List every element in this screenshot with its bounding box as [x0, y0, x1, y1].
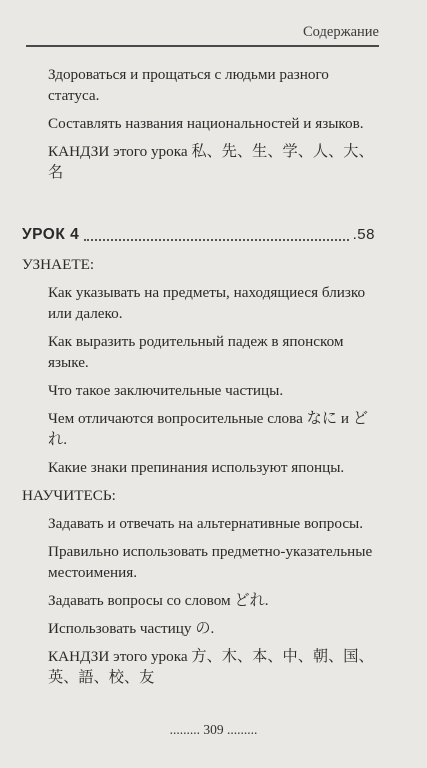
- intro-item-2: Составлять названия национальностей и языков.: [48, 115, 364, 132]
- skills-item-4: Использовать частицу の.: [48, 620, 215, 637]
- intro-item-3: КАНДЗИ этого урока 私、先、生、学、人、大、名: [48, 143, 374, 181]
- learn-item-3: Что такое заключительные частицы.: [48, 382, 284, 399]
- page-number: ......... 309 .........: [169, 722, 258, 737]
- intro-item-1: Здороваться и прощаться с людьми разного статуса.: [48, 66, 329, 104]
- skills-section-label: НАУЧИТЕСЬ:: [22, 487, 116, 504]
- learn-section-label: УЗНАЕТЕ:: [22, 256, 95, 273]
- skills-item-2: Правильно использовать предметно-указательные местоимения.: [48, 543, 373, 581]
- skills-item-5: КАНДЗИ этого урока 方、木、本、中、朝、国、英、語、校、友: [48, 648, 374, 686]
- lesson-4-entry[interactable]: [22, 224, 375, 246]
- learn-item-2: Как выразить родительный падеж в японском языке.: [48, 333, 344, 371]
- lesson-page-number: .58: [352, 226, 375, 243]
- lesson-title: УРОК 4: [22, 226, 80, 243]
- dot-leader: [84, 239, 349, 241]
- learn-item-5: Какие знаки препинания используют японцы.: [48, 459, 345, 476]
- skills-item-1: Задавать и отвечать на альтернативные вопросы.: [48, 515, 364, 532]
- header-rule: [26, 45, 379, 47]
- learn-item-1: Как указывать на предметы, находящиеся близко или далеко.: [48, 284, 366, 322]
- toc-content: [22, 64, 375, 695]
- running-head: Содержание: [303, 24, 379, 40]
- skills-item-3: Задавать вопросы со словом どれ.: [48, 592, 269, 609]
- learn-item-4: Чем отличаются вопросительные слова なに и どれ.: [48, 410, 368, 448]
